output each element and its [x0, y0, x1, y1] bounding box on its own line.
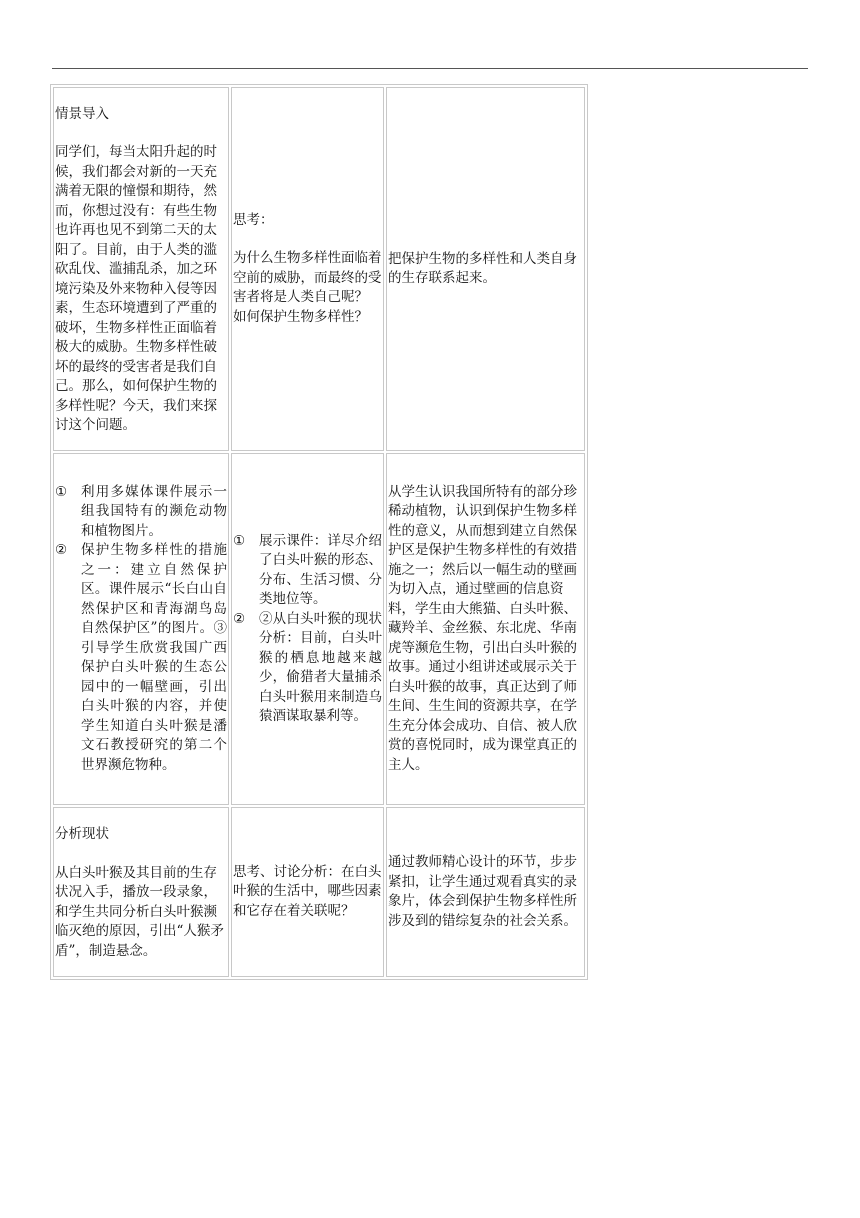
cell-text: 把保护生物的多样性和人类自身的生存联系起来。: [388, 250, 577, 286]
section-heading: 分析现状: [55, 826, 109, 842]
table-row: [53, 807, 585, 977]
header-rule: [52, 68, 808, 69]
step-number: ①: [233, 532, 246, 549]
cell-text: 通过教师精心设计的环节，步步紧扣，让学生通过观看真实的录象片，体会到保护生物多样性所涉及到的错综复杂的社会关系。: [388, 854, 577, 929]
step-list: [55, 483, 227, 776]
teacher-activity-cell: [53, 807, 229, 977]
step-list: [233, 532, 382, 727]
teacher-activity-cell: [53, 453, 229, 805]
think-heading: 思考：: [233, 211, 274, 228]
student-activity-cell: [231, 453, 384, 805]
step-number: ②: [55, 542, 68, 559]
list-item: [55, 541, 227, 775]
question-2: 如何保护生物多样性？: [233, 308, 368, 325]
step-text: 展示课件：详尽介绍了白头叶猴的形态、分布、生活习惯、分类地位等。: [259, 532, 382, 607]
cell-text: 从学生认识我国所特有的部分珍稀动植物，认识到保护生物多样性的意义，从而想到建立自然保护区是保护生物多样性的有效措施之一；然后以一幅生动的壁画为切入点，通过壁画的信息资料，学生由大熊猫、白头叶猴、藏羚羊、金丝猴、东北虎、华南虎等濒危生物，引出白头叶猴的故事。通过小组讲述或展示关于白头叶猴的故事，真正达到了师生间、生生间的资源共享，在学生充分体会成功、自信、被人欣赏的喜悦同时，成为课堂真正的主人。: [388, 483, 577, 773]
list-item: [233, 532, 382, 610]
teacher-activity-cell: [53, 87, 229, 451]
table-row: [53, 453, 585, 805]
cell-text: 同学们，每当太阳升起的时候，我们都会对新的一天充满着无限的憧憬和期待，然而，你想过没有：有些生物也许再也见不到第二天的太阳了。目前，由于人类的滥砍乱伐、滥捕乱杀，加之环境污染及外来物种入侵等因素，生态环境遭到了严重的破坏，生物多样性正面临着极大的威胁。生物多样性破坏的最终的受害者是我们自己。那么，如何保护生物的多样性呢？今天，我们来探讨这个问题。: [55, 144, 217, 433]
design-intent-cell: [386, 87, 585, 451]
step-text: 利用多媒体课件展示一组我国特有的濒危动物和植物图片。: [81, 483, 227, 539]
section-heading: 情景导入: [55, 105, 109, 122]
question-1: 为什么生物多样性面临着空前的威胁，而最终的受害者将是人类自己呢？: [233, 250, 382, 306]
step-text: ②从白头叶猴的现状分析：目前，白头叶猴的栖息地越来越少，偷猎者大量捕杀白头叶猴用来制造乌猿酒谋取暴利等。: [259, 610, 382, 724]
lesson-plan-table: [50, 84, 588, 980]
cell-text: 从白头叶猴及其目前的生存状况入手，播放一段录象，和学生共同分析白头叶猴濒临灭绝的原因，引出“人猴矛盾”，制造悬念。: [55, 864, 224, 959]
design-intent-cell: [386, 807, 585, 977]
list-item: [55, 483, 227, 542]
student-activity-cell: [231, 87, 384, 451]
design-intent-cell: [386, 453, 585, 805]
table-row: [53, 87, 585, 451]
step-text: 保护生物多样性的措施之一：建立自然保护区。课件展示“长白山自然保护区和青海湖鸟岛自然保护区”的图片。③引导学生欣赏我国广西保护白头叶猴的生态公园中的一幅壁画，引出白头叶猴的内容，并使学生知道白头叶猴是潘文石教授研究的第二个世界濒危物种。: [81, 542, 227, 773]
step-number: ②: [233, 610, 246, 627]
list-item: [233, 610, 382, 727]
step-number: ①: [55, 483, 68, 500]
cell-text: 思考、讨论分析：在白头叶猴的生活中，哪些因素和它存在着关联呢？: [233, 863, 382, 919]
student-activity-cell: [231, 807, 384, 977]
